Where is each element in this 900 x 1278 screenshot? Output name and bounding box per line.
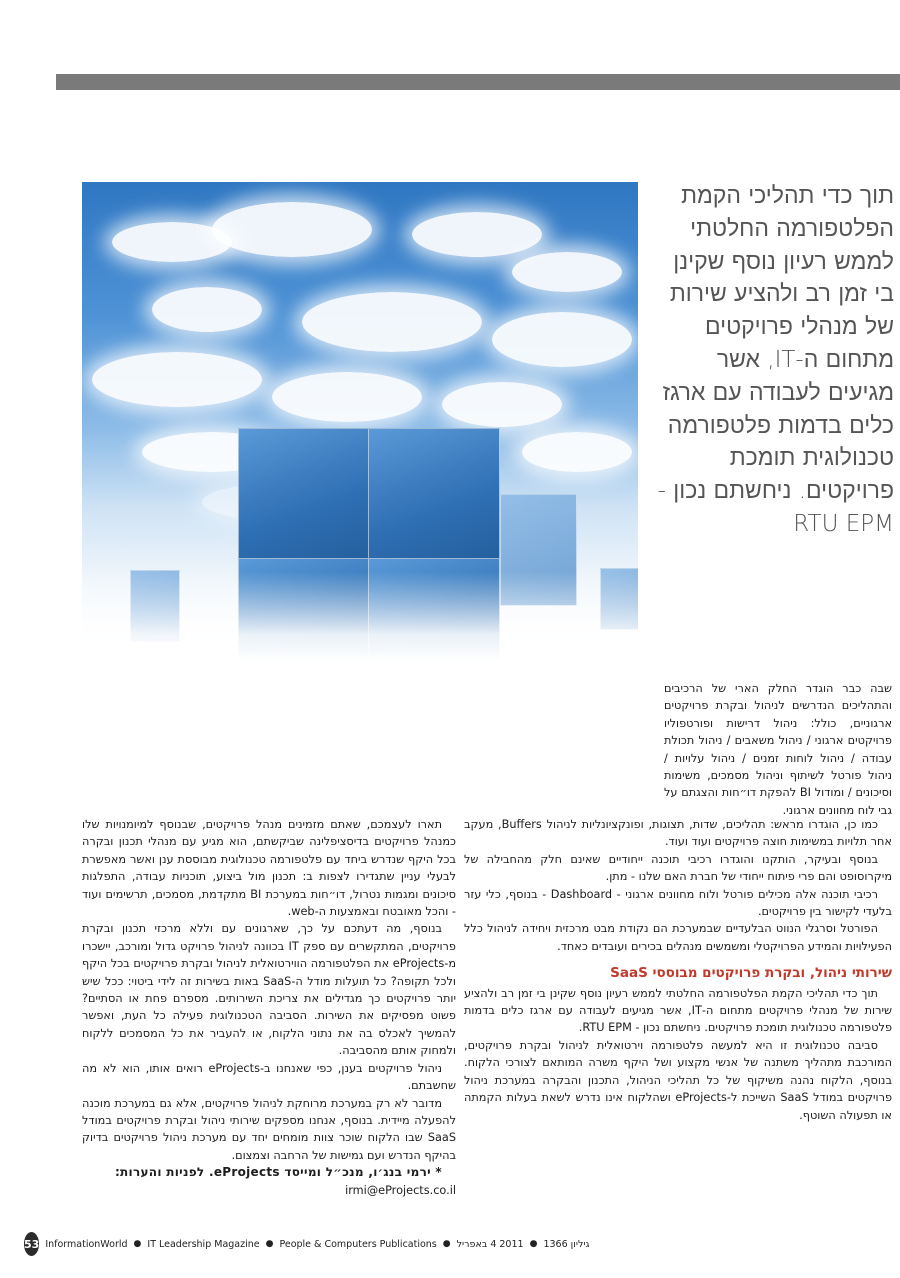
article-column-right-top: [664, 680, 892, 819]
footer-item: IT Leadership Magazine: [147, 1238, 260, 1250]
paragraph: ניהול פרויקטים בענן, כפי שאנחנו ב-eProjects רואים אותו, הוא לא מה שחשבתם.: [82, 1061, 456, 1093]
paragraph: תוך כדי תהליכי הקמת הפלטפורמה החלטתי לממש רעיון נוסף שקינן בי זמן רב ולהציע שירות של מנהלי פרויקטים מתחום ה-IT, אשר מגיעים לעבודה עם ארגז כלים בדמות פלטפורמה טכנולוגית תומכת פרויקטים. ניחשתם נכון - RTU EPM.: [464, 986, 892, 1035]
pull-quote: תוך כדי תהליכי הקמת הפלטפורמה החלטתי לממש רעיון נוסף שקינן בי זמן רב ולהציע שירות של מנהלי פרויקטים מתחום ה-IT, אשר מגיעים לעבודה עם ארגז כלים בדמות פלטפורמה טכנולוגית תומכת פרויקטים. ניחשתם נכון - RTU EPM: [657, 183, 894, 537]
paragraph: בנוסף, מה דעתכם על כך, שארגונים עם וללא מרכזי תכנון ובקרת פרויקטים, המתקשרים עם ספק IT בכוונה לניהול פרויקט גדול ומורכב, יישכרו מ-eProjects את הפלטפורמה הווירטואלית לניהול ובקרת פרויקטים בכל היקף ולכל תקופה? כל תועלות מודל ה-SaaS באות בשירות זה לידי ביטוי: ככל שיש יותר פרויקטים כך מגדילים את צריכת השירותים. מספרם פחת או הסתיים? פשוט מפסיקים את השירות. הסביבה הטכנולוגית פעילה כל העת, ואפשר להמשיך לאכלס בה את נתוני הלקוח, או להעביר את כל המסמכים ללקוח ולמחוק אותם מהסביבה.: [82, 922, 457, 1058]
hero-puzzle-image: [82, 182, 638, 662]
bullet-icon: ●: [265, 1239, 274, 1249]
paragraph: הפורטל וסרגלי הנווט הבלעדיים שבמערכת הם נקודת מבט מרכזית ויחידה לניהול כלל הפעילויות והמידע הפרויקטלי ומשמשים מנהלים בכירים ועובדים כאחד.: [464, 922, 892, 953]
section-heading: שירותי ניהול, ובקרת פרויקטים מבוססי SaaS: [610, 965, 892, 982]
bullet-icon: ●: [133, 1239, 142, 1249]
paragraph: בנוסף ובעיקר, הותקנו והוגדרו רכיבי תוכנה ייחודיים שאינם חלק מהחבילה של מיקרוסופט והם פרי פיתוח ייחודי של חברת האם שלנו - מתן.: [464, 852, 892, 884]
paragraph: מדובר לא רק במערכת מרוחקת לניהול פרויקטים, אלא גם במערכת מוכנה להפעלה מיידית. בנוסף, אנחנו מספקים שירותי ניהול ובקרת פרויקטים במודל SaaS שבו הלקוח שוכר צוות מומחים יחד עם מערכת ניהול פרויקטים בדיוק בהיקף הנדרש ועם גמישות של הרחבה וצמצום.: [82, 1096, 456, 1162]
paragraph: רכיבי תוכנה אלה מכילים פורטל ולוח מחוונים ארגוני - Dashboard - בנוסף, כלי עזר בלעדי לקישור בין פרויקטים.: [464, 887, 892, 919]
footer-item: גיליון 1366: [543, 1238, 590, 1250]
footer-item: People & Computers Publications: [279, 1238, 437, 1250]
page-footer: [24, 1232, 590, 1256]
paragraph: שבה כבר הוגדר החלק הארי של הרכיבים והתהליכים הנדרשים לניהול ובקרת פרויקטים ארגוניים, כולל: ניהול דרישות ופורטפוליו פרויקטים ארגוני / ניהול משאבים / ניהול תכולת עבודה / ניהול לוחות זמנים / ניהול עלויות / ניהול פורטל לשיתוף וניהול מסמכים, משימות וסיכונים / ומודול BI להפקת דו״חות והצגתם על גבי לוח מחוונים ארגוני.: [664, 682, 892, 817]
article-column-right: [464, 816, 892, 1124]
bullet-icon: ●: [442, 1239, 451, 1249]
article-column-left: [82, 816, 456, 1199]
paragraph: כמו כן, הוגדרו מראש: תהליכים, שדות, תצוגות, ופונקציונליות לניהול Buffers, מעקב אחר תלויות במשימות חוצה פרויקטים ועוד ועוד.: [464, 818, 892, 849]
paragraph: תארו לעצמכם, שאתם מזמינים מנהל פרויקטים, שבנוסף למיומנויות שלו כמנהל פרויקטים בדיסציפלינה שביקשתם, הוא מגיע עם מנהלי תכנון ובקרה בכל היקף שנדרש ביחד עם פלטפורמה טכנולוגית מבוססת ענן ואשר מאפשרת לבעלי עניין שתגדירו לצפות ב: תכנון מול ביצוע, תוכניות עבודה, התפלגות סיכונים ומגמות נטרול, דו״חות במערכת BI מתקדמת, מסמכים, תרשימים ועוד - והכל מאובטח ובאמצעות ה-web.: [82, 818, 456, 919]
author-email: irmi@eProjects.co.il: [345, 1183, 456, 1197]
author-credit: * ירמי בנג׳ו, מנכ״ל ומייסד eProjects. לפניות והערות:: [114, 1165, 442, 1180]
page-number: 53: [24, 1232, 39, 1256]
footer-item: 2011 4 באפריל: [456, 1238, 524, 1250]
top-banner-bar: [56, 74, 900, 90]
paragraph: סביבה טכנולוגית זו היא למעשה פלטפורמה וירטואלית לניהול ובקרת פרויקטים, המורכבת מתהליך משתנה של אנשי מקצוע ושל היקף משרה המותאם לצורכי הלקוח. בנוסף, הלקוח נהנה משיקוף של כל תהליכי הניהול, התכנון והבקרה במערכת ניהול פרויקטים במודל SaaS השייכת ל-eProjects ושהלקוח אינו נדרש לשאת בעלות הקמתה או תפעולה השוטף.: [464, 1038, 893, 1122]
bullet-icon: ●: [529, 1239, 538, 1249]
footer-item: InformationWorld: [45, 1238, 128, 1250]
